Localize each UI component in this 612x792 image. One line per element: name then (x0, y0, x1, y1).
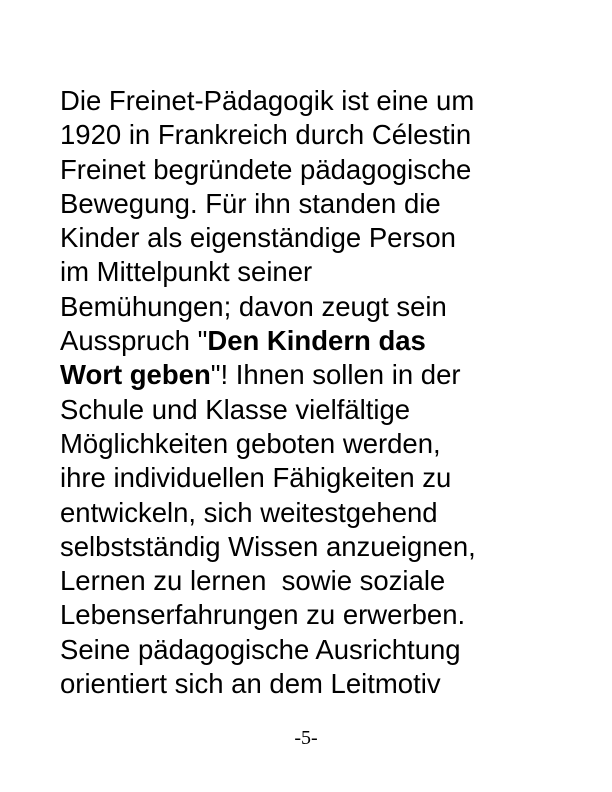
text-line: orientiert sich an dem Leitmotiv (60, 668, 441, 700)
text-line: Die Freinet-Pädagogik ist eine um (60, 85, 475, 116)
text-line: entwickeln, sich weitestgehend (60, 496, 438, 528)
text-line: Bemühungen; davon zeugt sein (60, 290, 447, 322)
text-line: Kinder als eigenständige Person (60, 222, 456, 254)
text-line: Seine pädagogische Ausrichtung (60, 633, 461, 665)
text-line (60, 324, 580, 358)
text-line: Lebenserfahrungen zu erwerben. (60, 599, 466, 631)
body-paragraph (60, 84, 580, 701)
text-line: selbstständig Wissen anzueignen, (60, 530, 476, 562)
text-line: Freinet begründete pädagogische (60, 153, 472, 185)
text-line: im Mittelpunkt seiner (60, 256, 313, 288)
quote-prefix: Ausspruch " (60, 325, 208, 357)
text-line: Schule und Klasse vielfältige (60, 393, 411, 425)
quote-bold-part2: Wort geben (60, 359, 211, 391)
quote-bold-part1: Den Kindern das (207, 325, 426, 357)
text-line: Lernen zu lernen sowie soziale (60, 565, 446, 597)
text-line: Möglichkeiten geboten werden, (60, 427, 441, 459)
quote-suffix: "! Ihnen sollen in der (210, 359, 461, 391)
text-line (60, 358, 580, 392)
text-line: Bewegung. Für ihn standen die (60, 187, 441, 219)
page-number: -5- (294, 727, 318, 749)
text-line: ihre individuellen Fähigkeiten zu (60, 462, 452, 494)
text-line: 1920 in Frankreich durch Célestin (60, 119, 472, 151)
